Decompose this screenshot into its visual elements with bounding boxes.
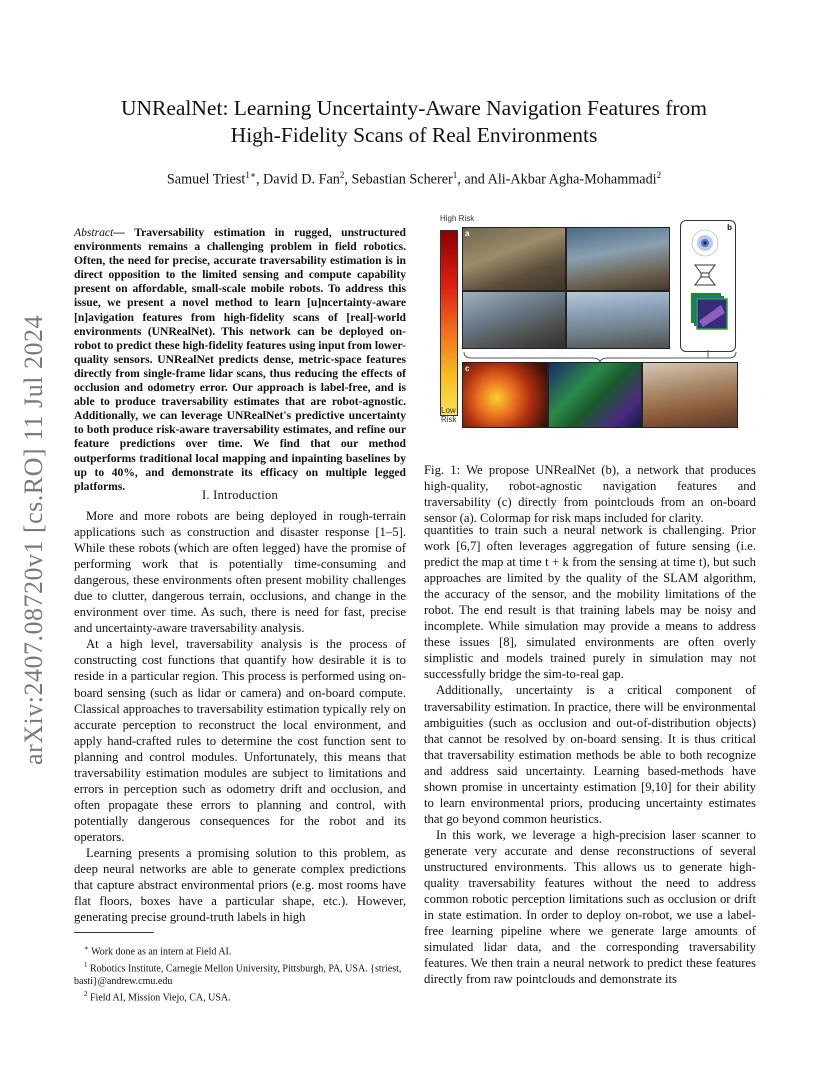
- section-heading: I. Introduction: [201, 488, 279, 502]
- author-affiliation: 2: [656, 170, 662, 180]
- footnote: [74, 959, 406, 989]
- low-risk-label-line: Low: [441, 406, 456, 415]
- author-affiliation: 1∗: [245, 170, 256, 180]
- low-risk-label-line: Risk: [441, 415, 457, 424]
- network-icon: [681, 221, 735, 351]
- footnote-text: Robotics Institute, Carnegie Mellon University, Pittsburgh, PA, USA. {striest, basti}@andrew.cmu.edu: [74, 963, 402, 987]
- footnote-mark: ∗: [84, 944, 89, 952]
- author-list: Samuel Triest$^{1∗}$, David D. Fan$^2$, Sebastian Scherer$^1$, and Ali-Akbar Agha-Mohammadi$^2$: [166, 170, 662, 188]
- author-name: Samuel Triest: [166, 171, 246, 188]
- arxiv-identifier: arXiv:2407.08720v1 [cs.RO] 11 Jul 2024: [19, 315, 48, 765]
- paragraph: quantities to train such a neural network is challenging. Prior work [6,7] often leverages aggregation of future sensing (i.e. predict the map at time t + k from the sensing at time t), but such approaches are limited by the quality of the SLAM algorithm, the accuracy of the sensor, and the mobility limitations of the robot. The end result is that training labels may be noisy and incomplete. While simulation may provide a means to address these issues [8], simulated environments are often overly simplistic and models trained purely in simulation may not successfully bridge the sim-to-real gap.: [424, 523, 756, 682]
- paragraph: Additionally, uncertainty is a critical component of traversability estimation. In practice, there will be environmental ambiguities (such as occlusion and out-of-distribution objects) that cannot be resolved by on-board sensing. It is thus critical that traversability estimation methods be able to both recognize and address said uncertainty. Learning based-methods have shown promise in uncertainty estimation [9,10] for their ability to learn environmental priors, producing uncertainty estimates that go beyond common heuristics.: [424, 683, 756, 826]
- paragraph: More and more robots are being deployed in rough-terrain applications such as construction and disaster response [1–5]. While these robots (which are often legged) have the promise of performing work that is potentially time-consuming and dangerous, these environments often present mobility challenges due to clutter, dangerous terrain, occlusions, and change in the environment over time. As such, there is need for fast, precise and uncertainty-aware traversability analysis.: [74, 509, 406, 636]
- footnote-mark: 1: [84, 960, 88, 969]
- risk-map-image: [462, 362, 548, 428]
- author-name: Ali-Akbar Agha-Mohammadi: [487, 171, 657, 188]
- footnote: [74, 988, 406, 1005]
- author-name: Sebastian Scherer: [351, 171, 453, 188]
- footnote: [74, 942, 406, 959]
- abstract-label: Abstract: [74, 226, 114, 239]
- title-line-2: High-Fidelity Scans of Real Environments: [230, 123, 598, 147]
- robot-photo: [462, 227, 566, 291]
- figure-1: [440, 212, 740, 442]
- figure-caption: Fig. 1: We propose UNRealNet (b), a network that produces high-quality, robot-agnostic navigation features and traversability (c) directly from pointclouds from an on-board sensor (a). Colormap for risk maps included for clarity.: [424, 463, 756, 526]
- title-line-1: UNRealNet: Learning Uncertainty-Aware Navigation Features from: [120, 96, 708, 120]
- footnote-text: Work done as an intern at Field AI.: [91, 946, 232, 958]
- author-name: David D. Fan: [263, 171, 340, 188]
- high-risk-label: High Risk: [440, 214, 475, 223]
- paper-title: [84, 95, 744, 149]
- left-column-body: [74, 508, 406, 925]
- arxiv-sidebar: [14, 290, 54, 790]
- panel-c-label: c: [465, 364, 470, 373]
- abstract: [74, 226, 406, 494]
- panel-a-label: a: [465, 229, 470, 238]
- environment-scan-image: [642, 362, 738, 428]
- footnotes: [74, 942, 406, 1005]
- author-affiliation: 2: [339, 170, 345, 180]
- right-column-body: [424, 522, 756, 987]
- low-risk-label: [441, 406, 457, 424]
- robot-photo: [566, 291, 670, 349]
- abstract-text: — Traversability estimation in rugged, unstructured environments remains a challenging problem in field robotics. Often, the need for precise, accurate traversability estimation is in direct opposition to the limited sensing and compute capability present on affordable, small-scale mobile robots. To address this issue, we present a novel method to learn [u]ncertainty-aware [n]avigation features from high-fidelity scans of [real]-world environments (UNRealNet). This network can be deployed on-robot to predict these high-fidelity features using input from lower-quality sensors. UNRealNet predicts dense, metric-space features directly from single-frame lidar scans, thus reducing the effects of occlusion and odometry error. Our approach is label-free, and is able to produce traversability estimates that are robot-agnostic. Additionally, we can leverage UNRealNet's predictive uncertainty to both produce risk-aware traversability estimates, and refine our feature predictions over time. We find that our method outperforms traditional local mapping and inpainting baselines by up to 40%, and demonstrate its efficacy on multiple legged platforms.: [74, 226, 406, 493]
- panel-b-label: b: [727, 223, 732, 232]
- footnote-mark: 2: [84, 990, 88, 999]
- risk-colorbar: [440, 230, 458, 416]
- author-affiliation: 1: [452, 170, 458, 180]
- footnote-text: Field AI, Mission Viejo, CA, USA.: [90, 992, 231, 1004]
- paragraph: In this work, we leverage a high-precision laser scanner to generate very accurate and dense reconstructions of several unstructured environments. This allows us to generate high-quality traversability features without the need to address common robotic perception limitations such as occlusion or drift in state estimation. In order to deploy on-robot, we use a label-free learning pipeline where we generate large amounts of simulated lidar data, and the corresponding traversability features. We then train a neural network to predict these features directly from raw pointclouds and demonstrate its: [424, 827, 756, 987]
- robot-photo: [566, 227, 670, 291]
- network-diagram: [680, 220, 736, 352]
- feature-map-image: [548, 362, 642, 428]
- footnote-rule: [74, 932, 154, 933]
- robot-photo: [462, 291, 566, 349]
- paragraph: Learning presents a promising solution to this problem, as deep neural networks are able to generate complex predictions that capture abstract environmental priors (e.g. most rooms have flat floors, boxes have a particular shape, etc.). However, generating precise ground-truth labels in high: [74, 845, 406, 925]
- paragraph: At a high level, traversability analysis is the process of constructing cost functions that quantify how desirable it is to reside in a particular region. This process is performed using on-board sensing (such as lidar or camera) and on-board compute. Classical approaches to traversability estimation typically rely on accurate perception to reconstruct the local environment, and apply hand-crafted rules to determine the cost function sent to planning and control modules. Unfortunately, this means that traversability estimation modules are subject to limitations and errors in perception such as odometry drift and occlusion, and often propagate these errors to planning and control, with potentially dangerous consequences for the robot and its operators.: [74, 637, 406, 844]
